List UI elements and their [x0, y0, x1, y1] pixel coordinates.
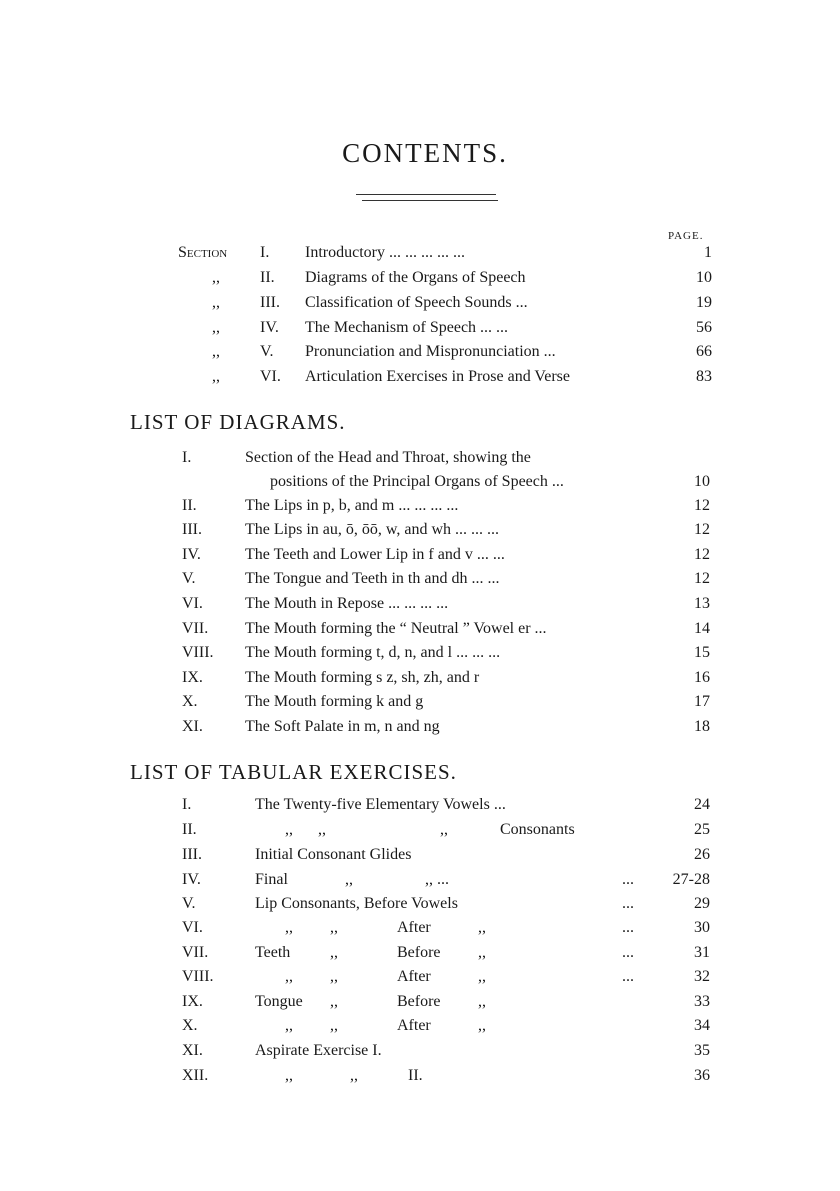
exercise-col3: Before	[397, 993, 441, 1010]
exercise-row	[0, 896, 840, 918]
exercise-number: X.	[182, 1017, 198, 1034]
diagram-row	[0, 596, 840, 618]
exercise-col3: After	[397, 968, 431, 985]
diagram-title: The Teeth and Lower Lip in f and v ... ...	[245, 546, 505, 563]
exercise-col3: II.	[408, 1067, 423, 1084]
exercise-page: 29	[694, 895, 710, 912]
diagram-number: III.	[182, 521, 202, 538]
exercise-page: 27-28	[672, 871, 710, 888]
exercise-number: XI.	[182, 1042, 203, 1059]
exercise-row	[0, 969, 840, 991]
exercise-col2: ,,	[318, 821, 326, 838]
diagram-page: 16	[694, 669, 710, 686]
exercise-col3-ditto: ,,	[440, 821, 448, 838]
exercise-col4: ,,	[478, 993, 486, 1010]
exercise-col3: ,, ...	[425, 871, 449, 888]
section-page: 56	[696, 319, 712, 336]
diagram-page: 12	[694, 497, 710, 514]
section-row	[0, 369, 840, 391]
diagram-page: 12	[694, 546, 710, 563]
diagram-row	[0, 547, 840, 569]
section-title: The Mechanism of Speech ... ...	[305, 319, 509, 336]
section-row	[0, 320, 840, 342]
diagram-title: The Mouth in Repose ... ... ... ...	[245, 595, 449, 612]
section-prefix: ,,	[212, 294, 220, 311]
exercise-number: IV.	[182, 871, 201, 888]
section-prefix: Section	[178, 244, 228, 261]
diagram-number: XI.	[182, 718, 203, 735]
exercise-col2: ,,	[345, 871, 353, 888]
section-title: Diagrams of the Organs of Speech	[305, 269, 526, 286]
exercise-number: VIII.	[182, 968, 214, 985]
diagram-page: 10	[694, 473, 710, 490]
exercise-number: I.	[182, 796, 192, 813]
diagram-row	[0, 522, 840, 544]
title-rule-top	[356, 194, 496, 195]
diagram-number: VIII.	[182, 644, 214, 661]
diagram-title: The Lips in p, b, and m ... ... ... ...	[245, 497, 459, 514]
exercise-leader: ...	[622, 944, 634, 961]
exercise-number: XII.	[182, 1067, 209, 1084]
page-title: CONTENTS.	[342, 138, 508, 168]
section-title: Introductory ... ... ... ... ...	[305, 244, 465, 261]
diagram-number: VI.	[182, 595, 203, 612]
exercise-col2: ,,	[330, 968, 338, 985]
exercise-number: III.	[182, 846, 202, 863]
exercise-page: 35	[694, 1042, 710, 1059]
diagram-title: positions of the Principal Organs of Speech ...	[270, 473, 564, 490]
diagram-title: The Mouth forming t, d, n, and l ... ... ...	[245, 644, 501, 661]
exercise-col1: Final	[255, 871, 288, 888]
exercise-page: 26	[694, 846, 710, 863]
diagram-title: The Lips in au, ō, ōō, w, and wh ... ... ...	[245, 521, 500, 538]
section-title: Articulation Exercises in Prose and Verse	[305, 368, 570, 385]
exercise-page: 32	[694, 968, 710, 985]
section-row	[0, 270, 840, 292]
diagram-row	[0, 719, 840, 741]
exercise-col1: ,,	[285, 919, 293, 936]
exercise-col4: ,,	[478, 1017, 486, 1034]
exercise-col1: Initial Consonant Glides	[255, 846, 412, 863]
exercise-page: 30	[694, 919, 710, 936]
diagram-title: Section of the Head and Throat, showing the	[245, 449, 531, 466]
exercise-col4: ,,	[478, 944, 486, 961]
exercise-page: 31	[694, 944, 710, 961]
diagram-page: 13	[694, 595, 710, 612]
exercise-col2: ,,	[330, 919, 338, 936]
exercise-row	[0, 1068, 840, 1090]
diagram-row	[0, 694, 840, 716]
page-column-label: PAGE.	[668, 230, 704, 242]
diagram-number: X.	[182, 693, 198, 710]
exercise-col2: ,,	[330, 993, 338, 1010]
exercise-row	[0, 797, 840, 819]
diagram-row	[0, 498, 840, 520]
exercise-number: II.	[182, 821, 197, 838]
section-prefix: ,,	[212, 269, 220, 286]
exercise-row	[0, 872, 840, 894]
exercise-col2: ,,	[330, 1017, 338, 1034]
exercise-col3: After	[397, 1017, 431, 1034]
exercise-page: 24	[694, 796, 710, 813]
diagram-page: 12	[694, 521, 710, 538]
diagram-row	[0, 571, 840, 593]
diagram-row	[0, 670, 840, 692]
section-prefix: ,,	[212, 368, 220, 385]
exercise-page: 34	[694, 1017, 710, 1034]
exercise-col2: ,,	[330, 944, 338, 961]
diagram-row	[0, 450, 840, 472]
exercise-col3: Consonants	[500, 821, 575, 838]
exercise-leader: ...	[622, 871, 634, 888]
section-page: 19	[696, 294, 712, 311]
section-page: 66	[696, 343, 712, 360]
exercise-row	[0, 920, 840, 942]
exercise-col1: Aspirate Exercise I.	[255, 1042, 382, 1059]
diagram-title: The Tongue and Teeth in th and dh ... ...	[245, 570, 500, 587]
section-number: III.	[260, 294, 280, 311]
exercise-col2: ,,	[350, 1067, 358, 1084]
diagram-row	[0, 645, 840, 667]
exercise-row	[0, 1018, 840, 1040]
exercise-row	[0, 847, 840, 869]
exercise-col1: ,,	[285, 1067, 293, 1084]
diagram-number: IX.	[182, 669, 203, 686]
exercise-col4: ,,	[478, 919, 486, 936]
exercise-col1: ,,	[285, 821, 293, 838]
exercises-heading: LIST OF TABULAR EXERCISES.	[130, 760, 457, 784]
section-number: IV.	[260, 319, 279, 336]
diagram-title: The Mouth forming the “ Neutral ” Vowel er ...	[245, 620, 547, 637]
section-row	[0, 245, 840, 267]
diagram-page: 14	[694, 620, 710, 637]
exercise-number: IX.	[182, 993, 203, 1010]
section-title: Pronunciation and Mispronunciation ...	[305, 343, 556, 360]
exercise-row	[0, 822, 840, 844]
diagram-row	[0, 621, 840, 643]
exercise-leader: ...	[622, 919, 634, 936]
diagram-row	[0, 474, 840, 496]
section-prefix: ,,	[212, 343, 220, 360]
exercise-leader: ...	[622, 895, 634, 912]
exercise-page: 36	[694, 1067, 710, 1084]
diagram-title: The Mouth forming k and g	[245, 693, 424, 710]
diagram-page: 15	[694, 644, 710, 661]
diagram-number: V.	[182, 570, 196, 587]
section-number: I.	[260, 244, 270, 261]
diagram-number: VII.	[182, 620, 209, 637]
exercise-number: V.	[182, 895, 196, 912]
exercise-col3: Before	[397, 944, 441, 961]
title-rule-bottom	[362, 200, 498, 201]
section-row	[0, 295, 840, 317]
exercise-col1: ,,	[285, 1017, 293, 1034]
section-page: 10	[696, 269, 712, 286]
exercise-col1: Tongue	[255, 993, 303, 1010]
section-number: V.	[260, 343, 274, 360]
section-page: 1	[704, 244, 712, 261]
diagram-title: The Soft Palate in m, n and ng	[245, 718, 440, 735]
diagram-page: 12	[694, 570, 710, 587]
diagram-title: The Mouth forming s z, sh, zh, and r	[245, 669, 480, 686]
exercise-row	[0, 994, 840, 1016]
diagram-number: IV.	[182, 546, 201, 563]
exercise-number: VII.	[182, 944, 209, 961]
section-number: VI.	[260, 368, 281, 385]
diagram-page: 17	[694, 693, 710, 710]
section-row	[0, 344, 840, 366]
section-title: Classification of Speech Sounds ...	[305, 294, 528, 311]
section-prefix: ,,	[212, 319, 220, 336]
exercise-col1: ,,	[285, 968, 293, 985]
section-page: 83	[696, 368, 712, 385]
exercise-col3: After	[397, 919, 431, 936]
exercise-leader: ...	[622, 968, 634, 985]
exercise-row	[0, 1043, 840, 1065]
exercise-row	[0, 945, 840, 967]
diagram-number: II.	[182, 497, 197, 514]
exercise-col4: ,,	[478, 968, 486, 985]
diagrams-heading: LIST OF DIAGRAMS.	[130, 410, 346, 434]
exercise-number: VI.	[182, 919, 203, 936]
exercise-page: 33	[694, 993, 710, 1010]
exercise-col1: The Twenty-five Elementary Vowels ...	[255, 796, 506, 813]
exercise-col1: Lip Consonants, Before Vowels	[255, 895, 458, 912]
diagram-number: I.	[182, 449, 192, 466]
section-number: II.	[260, 269, 275, 286]
exercise-col1: Teeth	[255, 944, 291, 961]
exercise-page: 25	[694, 821, 710, 838]
diagram-page: 18	[694, 718, 710, 735]
